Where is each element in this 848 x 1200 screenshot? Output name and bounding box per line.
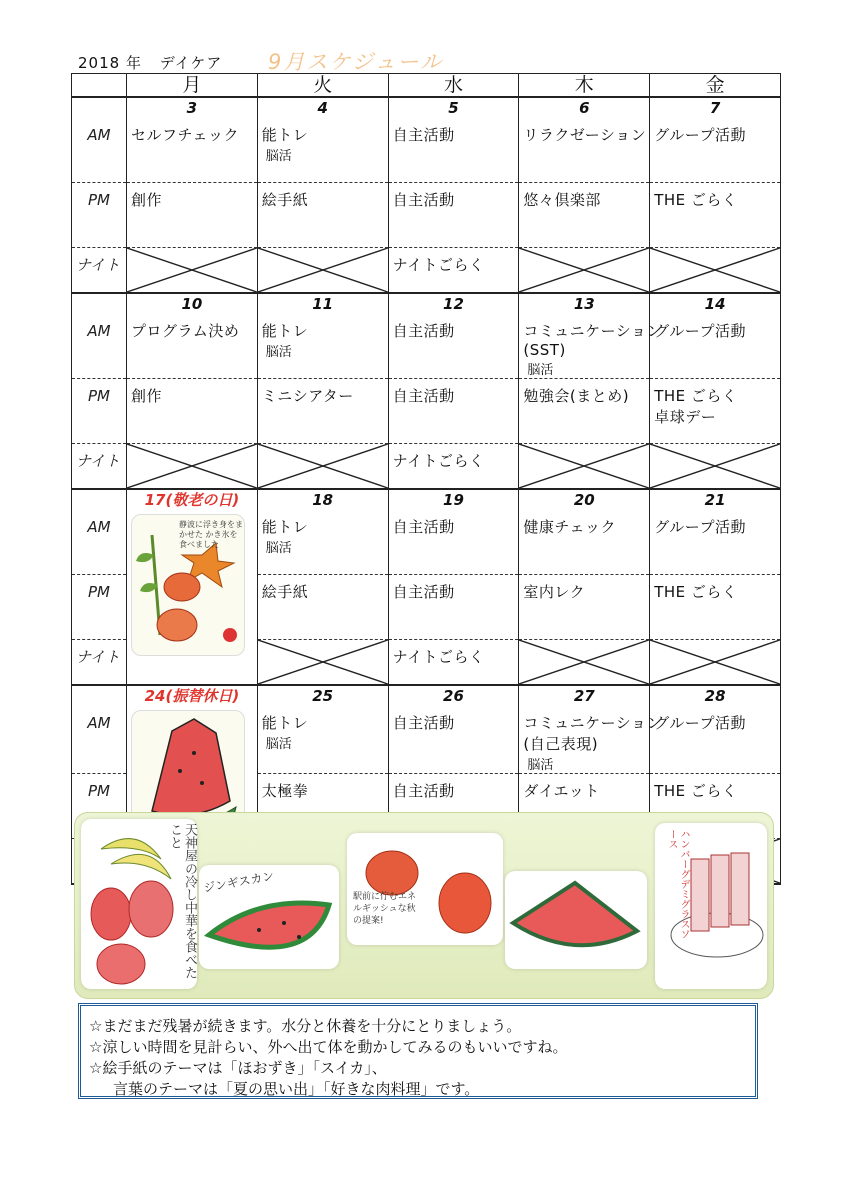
program-name: THE ごらく	[654, 191, 738, 209]
date-cell: 14	[650, 293, 781, 314]
program-cell	[650, 706, 781, 774]
program-name: 室内レク	[523, 583, 586, 601]
program-name: 自主活動	[392, 518, 455, 536]
watermelon-slice-painting	[505, 871, 647, 969]
program-sub: 脳活	[265, 149, 292, 164]
corner-cell	[72, 74, 127, 98]
program-cell	[650, 510, 781, 575]
program-name: THE ごらく	[654, 782, 738, 800]
am-row	[72, 706, 781, 774]
weekday-wed: 水	[388, 74, 519, 98]
artwork-card-watermelon-2	[505, 871, 647, 969]
date-cell: 17(敬老の日)	[127, 489, 258, 510]
program-cell	[257, 510, 388, 575]
program-cell	[127, 183, 258, 248]
no-program-cross	[519, 444, 649, 488]
holiday-painting-cell	[127, 510, 258, 685]
date-cell: 6	[519, 97, 650, 118]
program-cell	[519, 183, 650, 248]
program-name: ダイエット	[523, 782, 600, 800]
empty-night-cell	[519, 640, 650, 686]
date-cell: 26	[388, 685, 519, 706]
empty-night-cell	[127, 248, 258, 294]
program-detail: 卓球デー	[654, 408, 717, 426]
notice-line-4: 言葉のテーマは「夏の思い出」「好きな肉料理」です。	[113, 1080, 480, 1098]
date-cell: 27	[519, 685, 650, 706]
artwork-card-hozuki	[347, 833, 503, 945]
weekday-fri: 金	[650, 74, 781, 98]
program-sub: 脳活	[265, 541, 292, 556]
no-program-cross	[650, 640, 780, 684]
program-name: グループ活動	[654, 126, 746, 144]
notice-box	[78, 1003, 758, 1099]
program-name: 自主活動	[392, 583, 455, 601]
program-name: ナイトごらく	[392, 452, 485, 470]
program-name: コミュニケーション	[523, 322, 662, 340]
program-name: 能トレ	[261, 714, 309, 732]
program-cell	[388, 444, 519, 490]
hozuki-painting	[347, 833, 503, 945]
program-cell	[519, 314, 662, 379]
program-cell	[388, 640, 519, 686]
night-label: ナイト	[72, 640, 127, 686]
program-cell	[650, 575, 781, 640]
date-cell: 19	[388, 489, 519, 510]
date-corner	[72, 97, 127, 118]
program-cell	[519, 706, 662, 774]
painting-caption: 静波に浮き身をまかせた かき氷を食べました	[179, 520, 243, 549]
date-cell: 4	[257, 97, 388, 118]
program-cell	[388, 248, 519, 294]
date-cell: 18	[257, 489, 388, 510]
night-row	[72, 248, 781, 294]
pm-label: PM	[72, 183, 127, 248]
program-detail: (自己表現)	[523, 735, 599, 753]
am-label: AM	[72, 510, 127, 575]
date-cell: 25	[257, 685, 388, 706]
artwork-caption-1: 天神屋の冷し中華を食べたこと	[167, 823, 197, 979]
program-name: セルフチェック	[131, 126, 240, 144]
program-cell	[257, 379, 388, 444]
pm-label: PM	[72, 575, 127, 640]
program-name: リラクゼーション	[523, 126, 647, 144]
program-name: 自主活動	[392, 714, 455, 732]
night-row	[72, 444, 781, 490]
program-cell	[257, 118, 388, 183]
program-name: 能トレ	[261, 322, 309, 340]
no-program-cross	[127, 248, 257, 292]
weekday-mon: 月	[127, 74, 258, 98]
program-name: THE ごらく	[654, 387, 738, 405]
date-corner	[72, 489, 127, 510]
date-cell: 13	[519, 293, 650, 314]
program-name: 創作	[131, 191, 163, 209]
pm-row	[72, 183, 781, 248]
empty-night-cell	[650, 640, 781, 686]
program-cell	[650, 118, 781, 183]
no-program-cross	[127, 444, 257, 488]
date-cell: 24(振替休日)	[127, 685, 258, 706]
program-cell	[519, 510, 650, 575]
pm-label: PM	[72, 774, 127, 839]
date-row	[72, 685, 781, 706]
date-row	[72, 489, 781, 510]
program-name: ナイトごらく	[392, 256, 485, 274]
program-sub: 脳活	[265, 345, 292, 360]
empty-night-cell	[257, 640, 388, 686]
program-cell	[388, 314, 519, 379]
night-label: ナイト	[72, 248, 127, 294]
year-label: 2018 年	[78, 54, 142, 72]
no-program-cross	[258, 248, 388, 292]
no-program-cross	[650, 248, 780, 292]
program-name: グループ活動	[654, 714, 746, 732]
empty-night-cell	[519, 248, 650, 294]
program-name: 自主活動	[392, 782, 455, 800]
date-corner	[72, 293, 127, 314]
program-name: 自主活動	[392, 322, 455, 340]
date-cell: 7	[650, 97, 781, 118]
am-row	[72, 314, 781, 379]
empty-night-cell	[650, 248, 781, 294]
night-label: ナイト	[72, 444, 127, 490]
am-row	[72, 118, 781, 183]
no-program-cross	[519, 640, 649, 684]
date-cell: 20	[519, 489, 650, 510]
program-name: プログラム決め	[131, 322, 240, 340]
no-program-cross	[650, 444, 780, 488]
program-name: 悠々倶楽部	[523, 191, 601, 209]
program-cell	[519, 575, 650, 640]
program-cell	[127, 118, 258, 183]
program-name: 自主活動	[392, 387, 455, 405]
program-sub: 脳活	[527, 363, 554, 378]
program-name: 能トレ	[261, 126, 309, 144]
program-name: 自主活動	[392, 126, 455, 144]
program-cell	[519, 379, 650, 444]
am-row	[72, 510, 781, 575]
no-program-cross	[258, 444, 388, 488]
program-cell	[388, 183, 519, 248]
date-cell: 11	[257, 293, 388, 314]
program-name: 健康チェック	[523, 518, 616, 536]
program-sub: 脳活	[527, 758, 554, 773]
program-cell	[650, 183, 781, 248]
program-name: 絵手紙	[261, 583, 309, 601]
date-cell: 12	[388, 293, 519, 314]
program-cell	[127, 314, 258, 379]
program-name: 絵手紙	[261, 191, 309, 209]
artwork-caption-2: ジンギスカン	[202, 868, 276, 896]
page-header	[78, 50, 444, 74]
am-label: AM	[72, 706, 127, 774]
date-cell: 10	[127, 293, 258, 314]
date-corner	[72, 685, 127, 706]
program-cell	[650, 314, 781, 379]
facility-label: デイケア	[159, 54, 223, 72]
weekday-thu: 木	[519, 74, 650, 98]
program-name: 能トレ	[261, 518, 309, 536]
program-name: グループ活動	[654, 322, 746, 340]
am-label: AM	[72, 118, 127, 183]
notice-line-3: ☆絵手紙のテーマは「ほおずき」「スイカ」、	[89, 1059, 387, 1077]
program-name: ナイトごらく	[392, 648, 485, 666]
program-name: 太極拳	[261, 782, 309, 800]
program-cell	[257, 575, 388, 640]
program-cell	[388, 706, 519, 774]
artwork-caption-4: ハンバーグデミグラスソース	[666, 829, 689, 939]
no-program-cross	[519, 248, 649, 292]
program-cell	[257, 706, 388, 774]
schedule-table	[71, 73, 781, 885]
empty-night-cell	[257, 444, 388, 490]
program-cell	[388, 510, 519, 575]
program-name: コミュニケーション	[523, 714, 662, 732]
program-name: グループ活動	[654, 518, 746, 536]
program-cell	[127, 379, 258, 444]
schedule-title: 9月スケジュール	[268, 50, 444, 74]
date-row	[72, 293, 781, 314]
program-cell	[388, 575, 519, 640]
weekday-header-row	[72, 74, 781, 98]
program-cell	[388, 118, 519, 183]
artwork-card-hamburg	[655, 823, 767, 989]
artwork-caption-3: 駅前に佇むエネルギッシュな秋の提案!	[353, 892, 417, 926]
program-cell	[388, 379, 519, 444]
weekday-tue: 火	[257, 74, 388, 98]
am-label: AM	[72, 314, 127, 379]
empty-night-cell	[127, 444, 258, 490]
date-row	[72, 97, 781, 118]
empty-night-cell	[519, 444, 650, 490]
empty-night-cell	[257, 248, 388, 294]
notice-line-1: ☆まだまだ残暑が続きます。水分と休養を十分にとりましょう。	[89, 1017, 522, 1035]
program-cell	[650, 379, 781, 444]
pm-row	[72, 379, 781, 444]
artwork-card-watermelon-1	[199, 865, 339, 969]
pm-label: PM	[72, 379, 127, 444]
program-cell	[257, 183, 388, 248]
program-cell	[519, 118, 650, 183]
date-cell: 21	[650, 489, 781, 510]
program-name: 勉強会(まとめ)	[523, 387, 630, 405]
date-cell: 28	[650, 685, 781, 706]
program-sub: 脳活	[265, 737, 292, 752]
no-program-cross	[258, 640, 388, 684]
program-name: 創作	[131, 387, 163, 405]
date-cell: 3	[127, 97, 258, 118]
program-name: ミニシアター	[261, 387, 354, 405]
program-detail: (SST)	[523, 341, 566, 359]
program-name: THE ごらく	[654, 583, 738, 601]
artwork-banner	[74, 812, 774, 999]
empty-night-cell	[650, 444, 781, 490]
notice-line-2: ☆涼しい時間を見計らい、外へ出て体を動かしてみるのもいいですね。	[89, 1038, 568, 1056]
program-name: 自主活動	[392, 191, 455, 209]
date-cell: 5	[388, 97, 519, 118]
program-cell	[257, 314, 388, 379]
